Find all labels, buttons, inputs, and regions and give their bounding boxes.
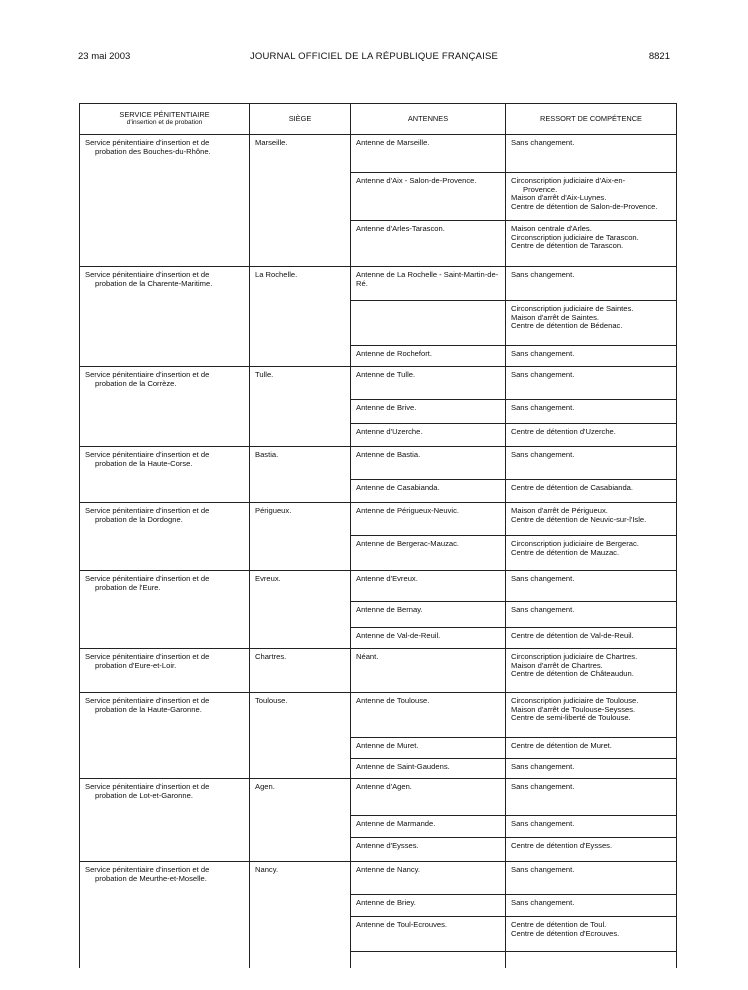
antenne-cell: Néant. [351, 649, 506, 693]
table-row [80, 503, 677, 536]
ressort-line: Centre de détention de Tarascon. [511, 241, 624, 251]
ressort-line: Centre de détention de Neuvic-sur-l'Isle. [511, 514, 647, 524]
service-cell [80, 571, 250, 649]
ressort-line: Circonscription judiciaire de Chartres. [511, 652, 638, 661]
ressort-line: Centre de détention de Muret. [511, 741, 612, 750]
ressort-cell [506, 267, 677, 301]
ressort-cell [506, 135, 677, 173]
ressort-cell [506, 536, 677, 571]
ressort-cell [506, 447, 677, 480]
header-journal-title: JOURNAL OFFICIEL DE LA RÉPUBLIQUE FRANÇAISE [249, 51, 499, 62]
service-name-line1: Service pénitentiaire d'insertion et de [85, 652, 210, 661]
ressort-line: Sans changement. [511, 782, 575, 791]
ressort-cell [506, 917, 677, 952]
ressort-cell [506, 480, 677, 503]
service-name-line2: probation de la Haute-Corse. [95, 458, 193, 468]
service-name-line2: probation de Lot-et-Garonne. [95, 790, 193, 800]
antenne-cell: Antenne de Bergerac-Mauzac. [351, 536, 506, 571]
table-row [80, 649, 677, 693]
ressort-line: Maison centrale d'Arles. [511, 224, 592, 233]
ressort-line: Maison d'arrêt de Saintes. [511, 312, 599, 322]
ressort-line: Sans changement. [511, 574, 575, 583]
siege-cell: Agen. [250, 779, 351, 862]
continuation-cell [351, 952, 506, 969]
ressort-line: Sans changement. [511, 605, 575, 614]
service-name-line2: probation d'Eure-et-Loir. [95, 660, 177, 670]
table-row [80, 779, 677, 816]
ressort-cell [506, 816, 677, 838]
service-cell [80, 447, 250, 503]
service-cell [80, 693, 250, 779]
antenne-cell: Antenne d'Eysses. [351, 838, 506, 862]
service-cell [80, 367, 250, 447]
table-row [80, 135, 677, 173]
column-header-antennes: ANTENNES [351, 104, 506, 135]
antenne-cell: Antenne d'Evreux. [351, 571, 506, 602]
ressort-line: Provence. [523, 184, 558, 194]
service-name-line2: probation de Meurthe-et-Moselle. [95, 873, 207, 883]
ressort-line: Maison d'arrêt de Chartres. [511, 660, 603, 670]
service-name-line1: Service pénitentiaire d'insertion et de [85, 370, 210, 379]
antenne-cell: Antenne de Briey. [351, 895, 506, 917]
ressort-line: Circonscription judiciaire de Saintes. [511, 304, 634, 313]
siege-cell: La Rochelle. [250, 267, 351, 367]
ressort-cell [506, 221, 677, 267]
service-cell [80, 135, 250, 267]
ressort-line: Centre de détention de Châteaudun. [511, 669, 634, 679]
antenne-cell: Antenne de Tulle. [351, 367, 506, 400]
table-row [80, 693, 677, 738]
antenne-cell [351, 301, 506, 346]
siege-cell: Bastia. [250, 447, 351, 503]
ressort-cell [506, 838, 677, 862]
ressort-cell [506, 895, 677, 917]
ressort-line: Centre de détention d'Uzerche. [511, 427, 616, 436]
siege-cell: Marseille. [250, 135, 351, 267]
continuation-cell [250, 952, 351, 969]
header-page-number: 8821 [648, 51, 670, 62]
ressort-line: Centre de détention de Bédenac. [511, 321, 623, 331]
header-date: 23 mai 2003 [78, 51, 131, 62]
service-name-line1: Service pénitentiaire d'insertion et de [85, 696, 210, 705]
table-continuation-row [80, 952, 677, 969]
table-row [80, 367, 677, 400]
service-name-line2: probation de la Dordogne. [95, 514, 183, 524]
antenne-cell: Antenne d'Agen. [351, 779, 506, 816]
table-row [80, 447, 677, 480]
ressort-line: Sans changement. [511, 349, 575, 358]
service-cell [80, 779, 250, 862]
ressort-cell [506, 693, 677, 738]
antenne-cell: Antenne de Marseille. [351, 135, 506, 173]
column-header-service-line1: SERVICE PÉNITENTIAIRE [119, 110, 210, 119]
service-name-line1: Service pénitentiaire d'insertion et de [85, 450, 210, 459]
antenne-cell: Antenne de Toul-Ecrouves. [351, 917, 506, 952]
service-name-line1: Service pénitentiaire d'insertion et de [85, 782, 210, 791]
ressort-line: Maison d'arrêt de Toulouse-Seysses. [511, 704, 636, 714]
antenne-cell: Antenne de Nancy. [351, 862, 506, 895]
ressort-line: Sans changement. [511, 450, 575, 459]
ressort-cell [506, 503, 677, 536]
antenne-cell: Antenne de Bernay. [351, 602, 506, 628]
ressort-cell [506, 602, 677, 628]
ressort-cell [506, 649, 677, 693]
siege-cell: Evreux. [250, 571, 351, 649]
ressort-line: Sans changement. [511, 138, 575, 147]
column-header-service [80, 104, 250, 135]
ressort-line: Sans changement. [511, 370, 575, 379]
service-name-line1: Service pénitentiaire d'insertion et de [85, 506, 210, 515]
column-header-siege: SIÈGE [250, 104, 351, 135]
ressort-cell [506, 759, 677, 779]
ressort-line: Centre de détention de Salon-de-Provence. [511, 201, 658, 211]
ressort-cell [506, 779, 677, 816]
siege-cell: Toulouse. [250, 693, 351, 779]
ressort-line: Maison d'arrêt de Périgueux. [511, 506, 608, 515]
ressort-cell [506, 301, 677, 346]
continuation-cell [80, 952, 250, 969]
ressort-cell [506, 424, 677, 447]
antenne-cell: Antenne de Casabianda. [351, 480, 506, 503]
ressort-line: Centre de détention de Toul. [511, 920, 607, 929]
ressort-line: Sans changement. [511, 898, 575, 907]
column-header-ressort: RESSORT DE COMPÉTENCE [506, 104, 677, 135]
ressort-cell [506, 571, 677, 602]
siege-cell: Tulle. [250, 367, 351, 447]
ressort-cell [506, 346, 677, 367]
antenne-cell: Antenne de Saint-Gaudens. [351, 759, 506, 779]
ressort-line: Circonscription judiciaire de Bergerac. [511, 539, 639, 548]
antenne-cell: Antenne de Bastia. [351, 447, 506, 480]
table-body [80, 135, 677, 969]
antenne-cell: Antenne de Brive. [351, 400, 506, 424]
table-header-row [80, 104, 677, 135]
ressort-line: Circonscription judiciaire de Toulouse. [511, 696, 639, 705]
service-cell [80, 267, 250, 367]
ressort-cell [506, 400, 677, 424]
ressort-line: Sans changement. [511, 270, 575, 279]
ressort-line: Sans changement. [511, 403, 575, 412]
service-cell [80, 862, 250, 952]
ressort-line: Centre de détention d'Eysses. [511, 841, 613, 850]
service-name-line1: Service pénitentiaire d'insertion et de [85, 270, 210, 279]
ressort-cell [506, 738, 677, 759]
ressort-line: Sans changement. [511, 819, 575, 828]
antenne-cell: Antenne de Rochefort. [351, 346, 506, 367]
ressort-line: Sans changement. [511, 762, 575, 771]
ressort-line: Circonscription judiciaire de Tarascon. [511, 232, 639, 242]
ressort-cell [506, 173, 677, 221]
ressort-cell [506, 628, 677, 649]
antenne-cell: Antenne d'Arles-Tarascon. [351, 221, 506, 267]
antenne-cell: Antenne de Périgueux-Neuvic. [351, 503, 506, 536]
antenne-cell: Antenne d'Uzerche. [351, 424, 506, 447]
column-header-service-line2: d'insertion et de probation [126, 119, 203, 126]
ressort-cell [506, 862, 677, 895]
antenne-cell: Antenne d'Aix - Salon-de-Provence. [351, 173, 506, 221]
antenne-cell: Antenne de Marmande. [351, 816, 506, 838]
antenne-cell: Antenne de Toulouse. [351, 693, 506, 738]
ressort-line: Centre de détention d'Ecrouves. [511, 928, 620, 938]
service-name-line2: probation de l'Eure. [95, 582, 161, 592]
service-name-line2: probation de la Corrèze. [95, 378, 177, 388]
antenne-cell: Antenne de Muret. [351, 738, 506, 759]
table-row [80, 862, 677, 895]
service-name-line1: Service pénitentiaire d'insertion et de [85, 574, 210, 583]
service-cell [80, 503, 250, 571]
ressort-line: Centre de détention de Mauzac. [511, 547, 620, 557]
table-row [80, 267, 677, 301]
service-name-line2: probation de la Charente-Maritime. [95, 278, 213, 288]
service-name-line2: probation de la Haute-Garonne. [95, 704, 202, 714]
service-name-line2: probation des Bouches-du-Rhône. [95, 146, 211, 156]
table-row [80, 571, 677, 602]
antenne-cell: Antenne de La Rochelle - Saint-Martin-de-Ré. [351, 267, 506, 301]
service-cell [80, 649, 250, 693]
competence-table [79, 103, 677, 968]
service-name-line1: Service pénitentiaire d'insertion et de [85, 865, 210, 874]
running-header [78, 51, 670, 65]
ressort-line: Sans changement. [511, 865, 575, 874]
siege-cell: Chartres. [250, 649, 351, 693]
antenne-cell: Antenne de Val-de-Reuil. [351, 628, 506, 649]
service-name-line1: Service pénitentiaire d'insertion et de [85, 138, 210, 147]
siege-cell: Nancy. [250, 862, 351, 952]
ressort-line: Centre de semi-liberté de Toulouse. [511, 713, 631, 723]
ressort-cell [506, 367, 677, 400]
ressort-line: Centre de détention de Casabianda. [511, 483, 634, 492]
ressort-line: Centre de détention de Val-de-Reuil. [511, 631, 634, 640]
ressort-line: Maison d'arrêt d'Aix-Luynes. [511, 193, 607, 203]
ressort-line: Circonscription judiciaire d'Aix-en- [511, 176, 626, 185]
siege-cell: Périgueux. [250, 503, 351, 571]
continuation-cell [506, 952, 677, 969]
